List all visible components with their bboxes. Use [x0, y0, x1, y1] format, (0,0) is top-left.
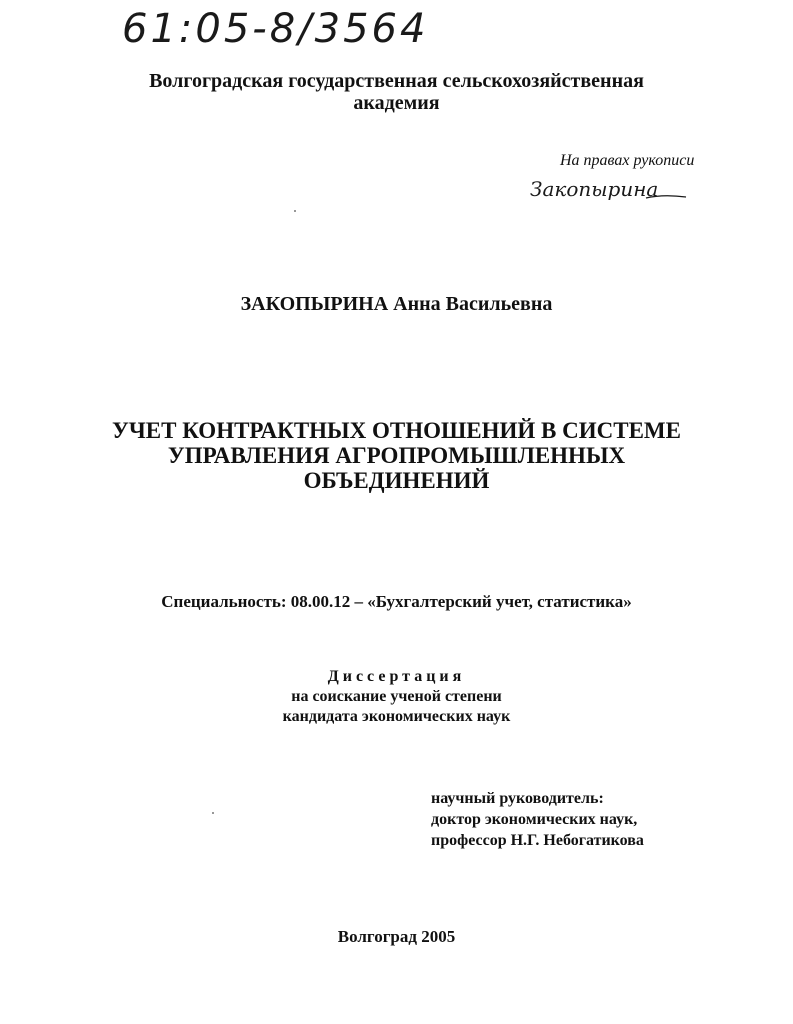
advisor-line-1: научный руководитель: [431, 790, 604, 807]
institution-line-2: академия [353, 92, 440, 114]
dissertation-title [0, 418, 793, 493]
scan-speck [294, 210, 296, 212]
dissertation-block [0, 667, 793, 727]
specialty: Специальность: 08.00.12 – «Бухгалтерский учет, статистика» [161, 592, 632, 611]
handwritten-signature [528, 170, 688, 210]
title-line-2: УПРАВЛЕНИЯ АГРОПРОМЫШЛЕННЫХ [167, 443, 626, 468]
title-line-1: УЧЕТ КОНТРАКТНЫХ ОТНОШЕНИЙ В СИСТЕМЕ [112, 418, 681, 443]
author-given-names: Анна Васильевна [393, 293, 553, 315]
author-surname: ЗАКОПЫРИНА [240, 293, 389, 315]
archive-stamp [118, 2, 468, 50]
archive-stamp-text: 61:05-8/3564 [122, 6, 429, 50]
institution-line-1: Волгоградская государственная сельскохозяйственная [149, 70, 644, 92]
degree-line-2: кандидата экономических наук [282, 708, 511, 725]
advisor-line-2: доктор экономических наук, [431, 811, 638, 828]
degree-line-1: на соискание ученой степени [291, 688, 502, 705]
institution-name [0, 70, 793, 114]
author-name [0, 293, 793, 316]
dissertation-heading: Диссертация [327, 668, 466, 685]
signature-text: Закопырина [530, 177, 659, 201]
advisor-line-3: профессор Н.Г. Небогатикова [431, 832, 644, 849]
scan-speck [212, 812, 214, 814]
city-year: Волгоград 2005 [337, 927, 456, 946]
scientific-advisor [431, 788, 644, 851]
rights-notice: На правах рукописи [560, 152, 695, 169]
title-line-3: ОБЪЕДИНЕНИЙ [303, 468, 490, 493]
